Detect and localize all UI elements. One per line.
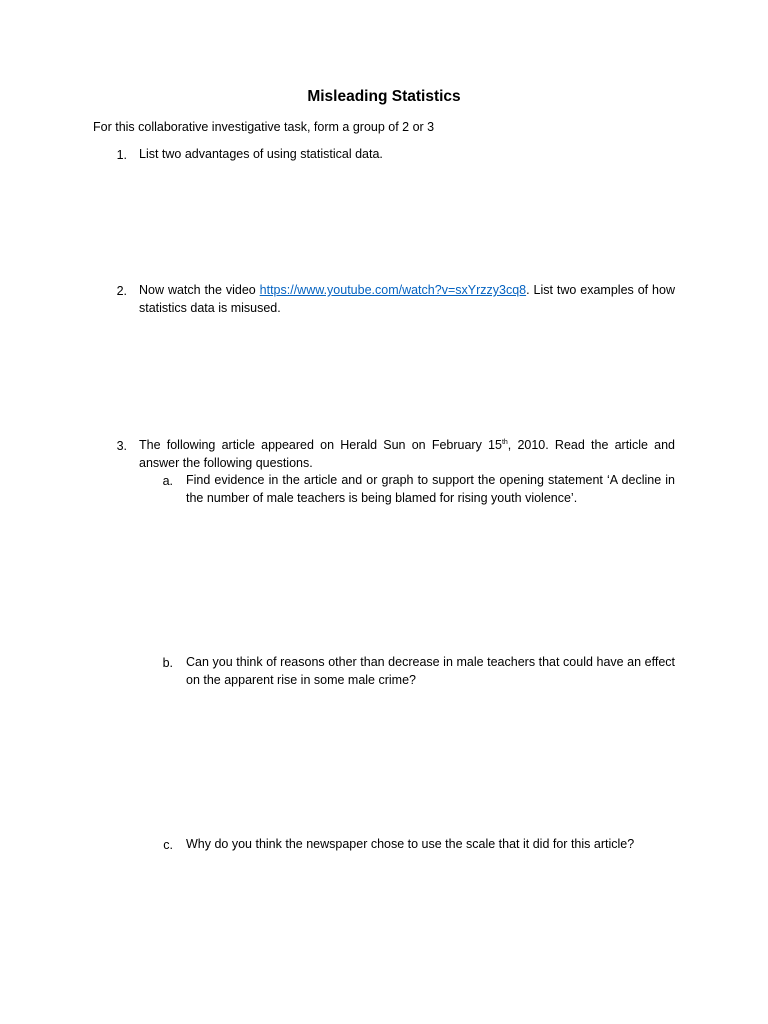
subquestion-b-text: Can you think of reasons other than decrease in male teachers that could have an effect on the apparent rise in some male crime? (186, 655, 675, 687)
subquestion-c-letter: c. (163, 838, 173, 852)
subquestion-c-text: Why do you think the newspaper chose to use the scale that it did for this article? (186, 837, 635, 851)
question-3-text-part1: The following article appeared on Herald Sun on February 15 (139, 438, 502, 452)
subquestion-b-letter: b. (162, 656, 173, 670)
intro-text: For this collaborative investigative task, form a group of 2 or 3 (93, 120, 435, 134)
video-link[interactable]: https://www.youtube.com/watch?v=sxYrzzy3cq8 (259, 283, 527, 297)
subquestion-a-text: Find evidence in the article and or graph to support the opening statement ‘A decline in the number of male teachers is being blamed for rising youth violence’. (186, 473, 675, 505)
question-2-text (139, 282, 675, 317)
question-2-number: 2. (116, 284, 127, 298)
question-3-text-part2: , 2010. Read the article and answer the following questions. (139, 438, 675, 470)
question-1-text: List two advantages of using statistical data. (139, 147, 383, 161)
page-title: Misleading Statistics (307, 88, 461, 105)
question-3-text (139, 437, 675, 472)
subquestion-a-letter: a. (162, 474, 173, 488)
question-3-number: 3. (116, 439, 127, 453)
question-3-superscript: th (501, 438, 508, 446)
question-1-number: 1. (116, 148, 127, 162)
question-2-text-before-link: Now watch the video (139, 283, 260, 297)
question-2-text-after-link: . List two examples of how statistics data is misused. (139, 283, 675, 315)
